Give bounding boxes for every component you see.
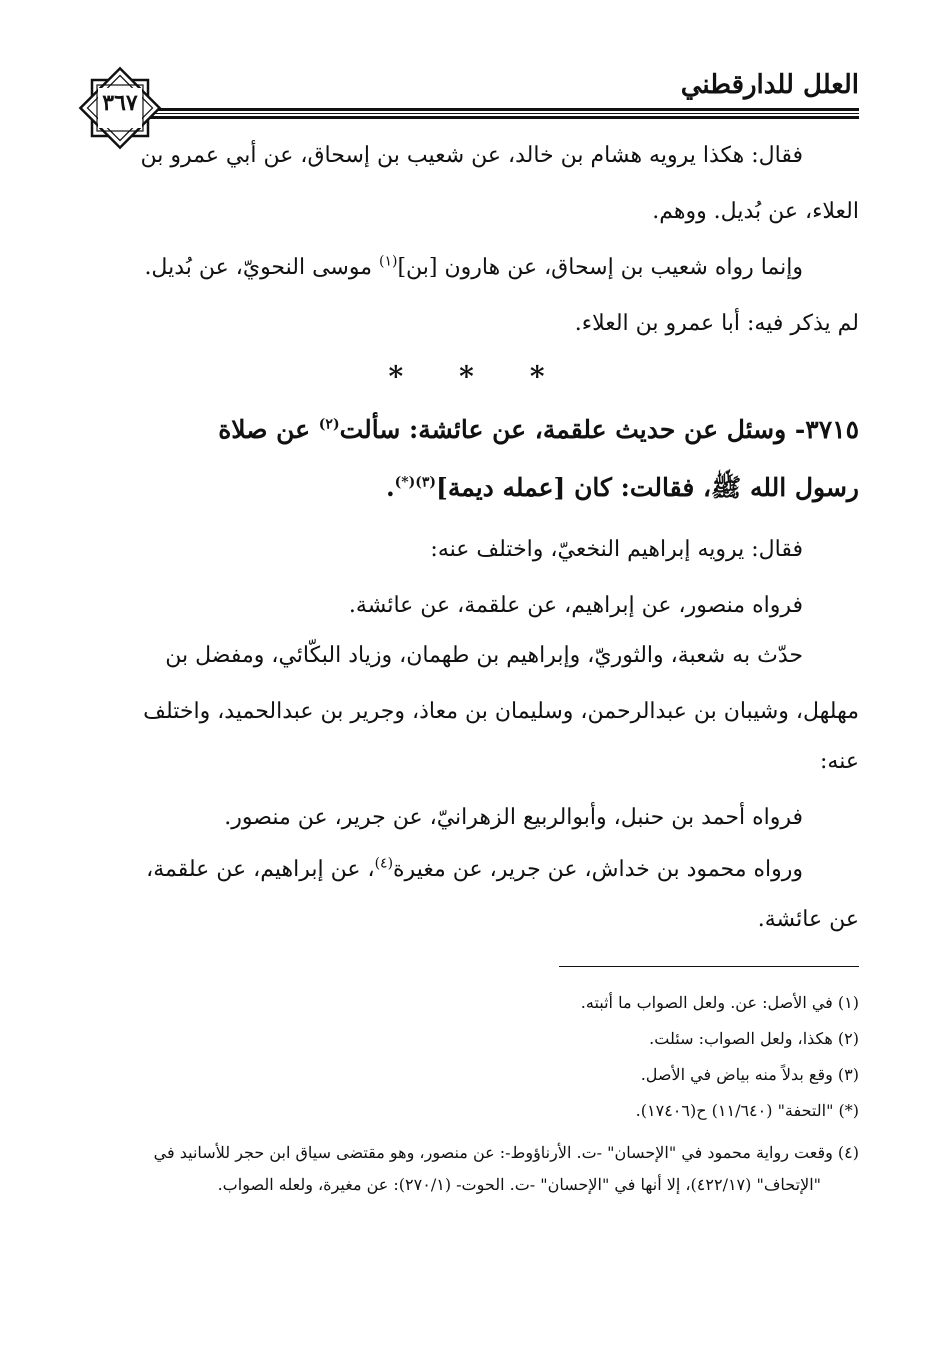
footnote-4: (٤) وقعت رواية محمود في "الإحسان" -ت. الأرناؤوط-: عن منصور، وهو مقتضى سياق ابن حجر للأسانيد في	[153, 1143, 859, 1162]
footnote-3: (٣) وقع بدلاً منه بياض في الأصل.	[640, 1065, 859, 1084]
text-run: ورواه محمود بن خداش، عن جرير، عن مغيرة	[393, 857, 803, 882]
paragraph-5-end	[82, 734, 859, 790]
paragraph-5-cont	[82, 684, 859, 740]
text-run: موسى النحويّ، عن بُديل.	[144, 255, 379, 280]
text-line: عن عائشة.	[757, 907, 859, 932]
hadith-heading-cont	[82, 458, 859, 518]
text-run: وإنما رواه شعيب بن إسحاق، عن هارون [بن]	[397, 255, 803, 280]
paragraph-4	[82, 578, 859, 634]
text-line: مهلهل، وشيبان بن عبدالرحمن، وسليمان بن معاذ، وجرير بن عبدالحميد، واختلف	[143, 699, 859, 724]
text-line: فقال: يرويه إبراهيم النخعيّ، واختلف عنه:	[430, 537, 803, 562]
paragraph-7	[82, 842, 859, 898]
footnote-ref[interactable]: (٣)(*)	[394, 474, 437, 491]
paragraph-2-cont	[82, 296, 859, 352]
star-ornament: *	[459, 360, 474, 393]
footnote-star: (*) "التحفة" (١١/٦٤٠) ح(١٧٤٠٦).	[635, 1101, 859, 1120]
running-title: العلل للدارقطني	[680, 70, 859, 100]
paragraph-7-cont	[82, 892, 859, 948]
text-run: ، عن إبراهيم، عن علقمة،	[146, 857, 375, 882]
header-rule	[150, 108, 859, 111]
footnote-ref[interactable]: (٤)	[374, 855, 394, 872]
paragraph-2	[82, 240, 859, 296]
footnote-separator	[559, 966, 859, 967]
paragraph-1	[82, 128, 859, 184]
hadith-heading	[82, 400, 859, 460]
header-rule-lower	[150, 116, 859, 119]
text-line: العلاء، عن بُديل. ووهم.	[652, 199, 859, 224]
paragraph-5	[82, 628, 859, 684]
text-line: فقال: هكذا يرويه هشام بن خالد، عن شعيب بن إسحاق، عن أبي عمرو بن	[140, 143, 803, 168]
text-line: فرواه منصور، عن إبراهيم، عن علقمة، عن عائشة.	[348, 593, 803, 618]
text-line: حدّث به شعبة، والثوريّ، وإبراهيم بن طهمان، وزياد البكّائي، ومفضل بن	[165, 643, 803, 668]
text-line: فرواه أحمد بن حنبل، وأبوالربيع الزهرانيّ، عن جرير، عن منصور.	[224, 805, 803, 830]
footnote-ref[interactable]: (١)	[379, 253, 398, 270]
heading-run: رسول الله ﷺ، فقالت: كان [عمله ديمة]	[436, 473, 859, 502]
page-number: ٣٦٧	[102, 90, 138, 116]
text-line: عنه:	[820, 749, 859, 774]
paragraph-3	[82, 522, 859, 578]
heading-run: ٣٧١٥- وسئل عن حديث علقمة، عن عائشة: سألت	[339, 415, 859, 444]
text-line: لم يذكر فيه: أبا عمرو بن العلاء.	[574, 311, 859, 336]
star-ornament: *	[388, 360, 404, 393]
section-separator	[0, 360, 933, 393]
paragraph-6	[82, 790, 859, 846]
heading-run: عن صلاة	[218, 415, 319, 444]
paragraph-1-cont	[82, 184, 859, 240]
footnote-ref[interactable]: (٢)	[318, 416, 340, 433]
footnote-1: (١) في الأصل: عن. ولعل الصواب ما أثبته.	[580, 993, 859, 1012]
star-ornament: *	[529, 360, 545, 393]
header-rule-thin	[150, 113, 859, 114]
footnote-2: (٢) هكذا، ولعل الصواب: سئلت.	[649, 1029, 859, 1048]
footnote-4-cont: "الإتحاف" (٤٢٢/١٧)، إلا أنها في "الإحسان" -ت. الحوت- (٢٧٠/١): عن مغيرة، ولعله الصواب.	[217, 1175, 821, 1194]
heading-run: .	[385, 473, 395, 502]
